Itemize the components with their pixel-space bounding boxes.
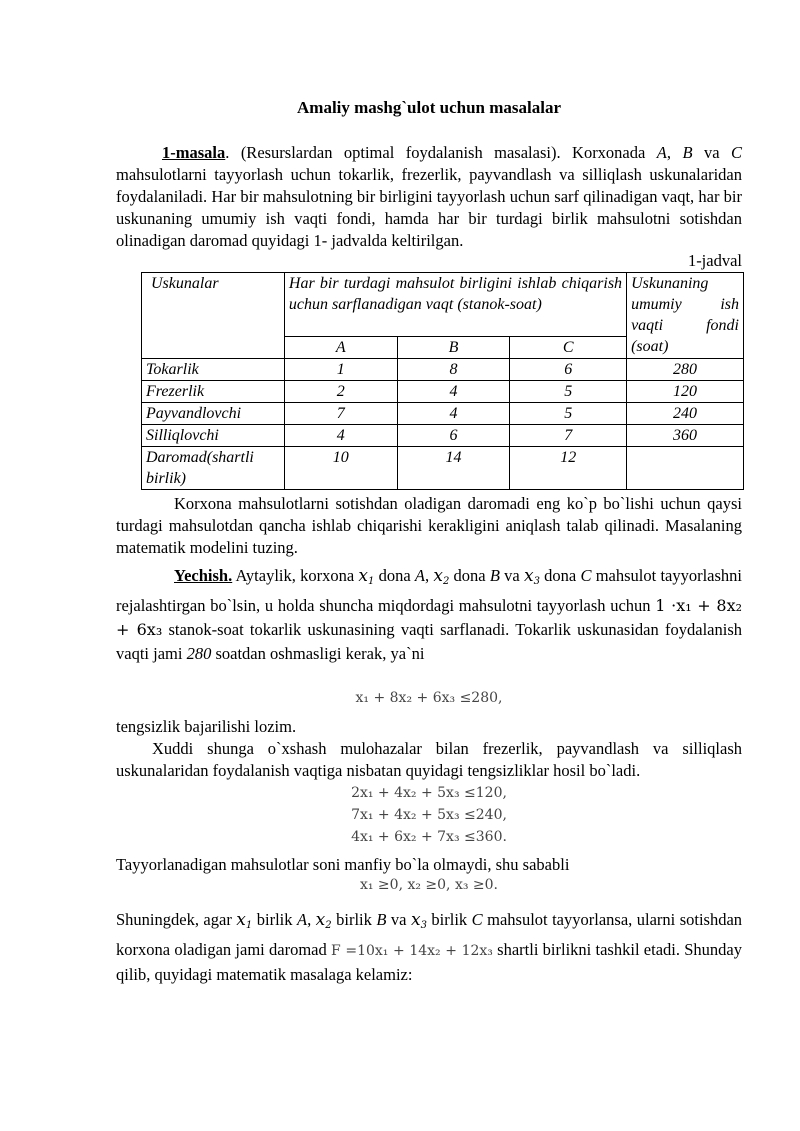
var-x1: $x_1$ xyxy=(358,566,375,587)
product-b-header: B xyxy=(397,337,510,359)
var-x3: $x_3$ xyxy=(523,566,540,587)
nonnegativity-text: Tayyorlanadigan mahsulotlar soni manfiy bo`la olmaydi, shu sababli xyxy=(116,855,570,874)
var-x2: $x_2$ xyxy=(433,566,450,587)
table-row: Tokarlik 1 8 6 280 xyxy=(142,359,744,381)
objective-paragraph: Shuningdek, agar $x_1$ birlik A, $x_2$ birlik B va $x_3$ birlik C mahsulot tayyorlansa, ularni sotishdan korxona oladigan jami daromad F =10x₁ + 14x₂ + 12x₃ shartli birlikni tashkil etadi. Shunday qilib, quyidagi matematik masalaga kelamiz: xyxy=(116,910,743,984)
header-total-fund: Uskunaning umumiy ish vaqti fondi (soat) xyxy=(627,273,744,359)
inequality-turning: x₁ + 8x₂ + 6x₃ ≤280, xyxy=(355,690,503,706)
nonnegativity-constraints: x₁ ≥0, x₂ ≥0, x₃ ≥0. xyxy=(359,877,499,893)
header-time-per-unit: Har bir turdagi mahsulot birligini ishlab chiqarish uchun sarflanadigan vaqt (stanok-soat) xyxy=(284,273,626,337)
header-equipment: Uskunalar xyxy=(142,273,285,359)
solution-paragraph: Yechish. Aytaylik, korxona $x_1$ dona A, $x_2$ dona B va $x_3$ dona C mahsulot tayyorlashni rejalashtirgan bo`lsin, u holda shuncha miqdordagi mahsulotni tayyorlash uchun 1 ·x₁ + 8x₂ + 6x₃ stanok-soat tokarlik uskunasining vaqti sarflanadi. Tokarlik uskunasidan foydalanish vaqti jami 280 soatdan oshmasligi kerak, ya`ni xyxy=(116,566,743,663)
objective-function: F =10x₁ + 14x₂ + 12x₃ xyxy=(331,943,493,959)
problem-1-paragraph: 1-masala. (Resurslardan optimal foydalanish masalasi). Korxonada A, B va C mahsulotlarni tayyorlash uchun tokarlik, frezerlik, payvandlash va silliqlash uskunalaridan foydalaniladi. Har bir mahsulotning bir birligini tayyorlash uchun sarf qilinadigan vaqt, har bir uskunaning umumiy ish vaqti fondi, hamda har bir turdagi birlik mahsulotni sotishdan olinadigan daromad quyidagi 1- jadvalda keltirilgan. xyxy=(116,143,742,250)
time-expression: 1 ·x₁ + 8x₂ + 6x₃ xyxy=(116,596,743,639)
table-row: Silliqlovchi 4 6 7 360 xyxy=(142,425,744,447)
after-inequality-text: tengsizlik bajarilishi lozim. xyxy=(116,717,297,736)
table-label: 1-jadval xyxy=(687,251,742,270)
goal-paragraph: Korxona mahsulotlarni sotishdan oladigan daromadi eng ko`p bo`lishi uchun qaysi turdagi mahsulotdan qancha ishlab chiqarishi kerakligini aniqlash talab qilinadi. Masalaning matematik modelini tuzing. xyxy=(116,494,742,557)
inequality-milling: 2x₁ + 4x₂ + 5x₃ ≤120, xyxy=(351,785,507,801)
similar-reasoning-paragraph: Xuddi shunga o`xshash mulohazalar bilan frezerlik, payvandlash va silliqlash uskunalaridan foydalanish vaqtiga nisbatan quyidagi tengsizliklar hosil bo`ladi. xyxy=(116,739,742,780)
inequality-welding: 7x₁ + 4x₂ + 5x₃ ≤240, xyxy=(351,807,507,823)
table-row: Frezerlik 2 4 5 120 xyxy=(142,381,744,403)
table-row: Payvandlovchi 7 4 5 240 xyxy=(142,403,744,425)
problem-label: 1-masala xyxy=(162,143,226,162)
product-a-header: A xyxy=(284,337,397,359)
table-header-row xyxy=(142,273,744,337)
page-title: Amaliy mashg`ulot uchun masalalar xyxy=(297,98,561,117)
table-profit-row: Daromad(shartli birlik) 10 14 12 xyxy=(142,447,744,490)
resource-table xyxy=(141,272,744,490)
inequality-grinding: 4x₁ + 6x₂ + 7x₃ ≤360. xyxy=(351,829,507,845)
product-c-header: C xyxy=(510,337,627,359)
solution-label: Yechish. xyxy=(174,566,233,585)
